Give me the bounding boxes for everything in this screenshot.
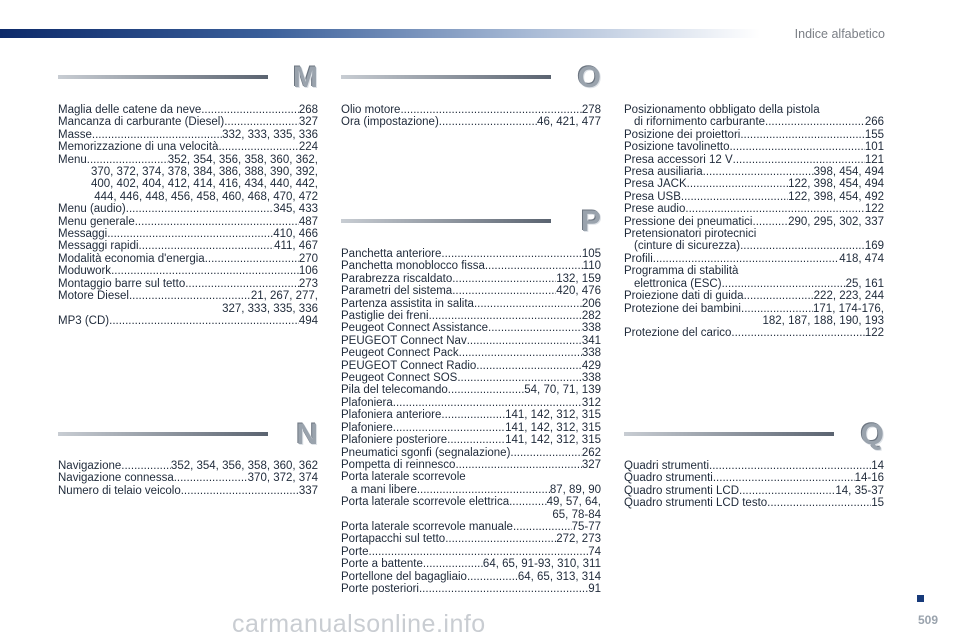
entry-pages: 487	[298, 215, 318, 228]
entry-pages: 49, 57, 64,	[546, 496, 601, 509]
entry-term: Navigazione connessa	[58, 472, 174, 485]
entry-term: Peugeot Connect Assistance	[341, 322, 489, 335]
entry-term: Parametri del sistema	[341, 285, 453, 298]
section-letter: P	[580, 205, 601, 238]
index-entry	[624, 327, 884, 339]
index-entry	[624, 191, 884, 203]
entry-pages: 122	[864, 327, 884, 340]
entry-pages: 101	[864, 141, 884, 154]
page-header-title: Indice alfabetico	[794, 27, 885, 41]
dot-leader	[467, 335, 582, 347]
index-entry	[624, 497, 884, 509]
index-entry	[341, 384, 601, 396]
dot-leader	[419, 583, 588, 595]
dot-leader	[400, 104, 581, 116]
index-entry	[624, 278, 884, 290]
dot-leader	[455, 459, 581, 471]
index-list-p	[341, 248, 601, 595]
dot-leader	[369, 546, 589, 558]
index-entry	[341, 310, 601, 322]
entry-term: PEUGEOT Connect Nav	[341, 334, 467, 347]
entry-term: Messaggi	[58, 228, 108, 241]
dot-leader	[393, 422, 505, 434]
section-divider	[624, 432, 834, 436]
dot-leader	[681, 191, 788, 203]
entry-pages: 273	[298, 277, 318, 290]
index-entry	[624, 166, 884, 178]
entry-pages: 411, 467	[274, 240, 318, 253]
dot-leader	[509, 496, 547, 508]
index-list-n	[58, 460, 318, 497]
index-entry	[624, 303, 884, 315]
entry-term: PEUGEOT Connect Radio	[341, 359, 477, 372]
index-list-m	[58, 104, 318, 327]
entry-pages: 122	[864, 203, 884, 216]
entry-term: Plafoniere posteriore	[341, 434, 448, 447]
index-entry	[341, 558, 601, 570]
section-letter: M	[293, 61, 318, 94]
dot-leader	[713, 472, 855, 484]
header-gradient-bar	[0, 29, 760, 38]
index-entry	[341, 372, 601, 384]
entry-term: Plafoniere	[341, 421, 393, 434]
index-entry	[341, 571, 601, 583]
dot-leader	[459, 347, 582, 359]
index-entry-heading: Pretensionatori pirotecnici	[624, 228, 757, 241]
dot-leader	[741, 303, 813, 315]
entry-pages-continued: 182, 187, 188, 190, 193	[762, 314, 884, 327]
index-entry	[341, 116, 601, 128]
entry-term: Ora (impostazione)	[341, 116, 439, 129]
dot-leader	[126, 203, 273, 215]
entry-pages: 21, 267, 277,	[250, 290, 318, 303]
index-entry	[341, 583, 601, 595]
index-entry	[341, 521, 601, 533]
entry-pages: 64, 65, 313, 314	[517, 570, 601, 583]
entry-term: Pompetta di reinnesco	[341, 458, 456, 471]
dot-leader	[653, 253, 839, 265]
dot-leader	[767, 497, 871, 509]
index-entry	[624, 154, 884, 166]
entry-term: Quadri strumenti	[624, 460, 710, 472]
entry-pages: 282	[581, 310, 601, 323]
index-entry-heading: Posizionamento obbligato della pistola	[624, 104, 820, 116]
index-entry	[58, 240, 318, 252]
entry-pages: 338	[581, 372, 601, 385]
entry-term: Menu (audio)	[58, 203, 126, 216]
dot-leader	[765, 116, 865, 128]
entry-pages: 14, 35-37	[835, 484, 884, 497]
entry-term: Porta laterale scorrevole manuale	[341, 520, 513, 533]
entry-pages: 122, 398, 454, 494	[788, 178, 884, 191]
entry-pages: 141, 142, 312, 315	[505, 409, 601, 422]
entry-pages: 54, 70, 71, 139	[524, 384, 601, 397]
entry-term: a mani libere	[351, 483, 417, 496]
entry-pages: 398, 454, 494	[813, 166, 884, 179]
entry-term: Plafoniera anteriore	[341, 409, 442, 422]
entry-pages: 110	[582, 260, 601, 273]
index-entry	[58, 203, 318, 215]
entry-term: MP3 (CD)	[58, 314, 110, 327]
entry-pages: 141, 142, 312, 315	[505, 434, 601, 447]
entry-pages: 14	[871, 460, 884, 472]
index-entry	[58, 265, 318, 277]
dot-leader	[174, 472, 248, 484]
entry-term: Menu	[58, 153, 87, 166]
index-entry	[341, 397, 601, 409]
entry-term: Plafoniera	[341, 396, 393, 409]
index-list-o	[341, 104, 601, 129]
entry-pages: 370, 372, 374	[247, 472, 318, 485]
index-entry	[58, 485, 318, 497]
dot-leader	[744, 290, 814, 302]
index-entry	[341, 533, 601, 545]
index-entry	[58, 228, 318, 240]
entry-term: elettronica (ESC)	[634, 277, 722, 290]
index-entry-heading: Porta laterale scorrevole	[341, 471, 466, 484]
index-entry	[341, 409, 601, 421]
section-divider	[341, 219, 551, 223]
entry-pages: 327	[298, 116, 318, 129]
dot-leader	[740, 240, 865, 252]
section-header-o	[341, 63, 601, 103]
dot-leader	[423, 558, 483, 570]
index-entry	[58, 253, 318, 265]
entry-pages: 25, 161	[845, 277, 884, 290]
entry-term: Presa ausiliaria	[624, 166, 703, 179]
index-entry	[58, 116, 318, 128]
entry-term: Posizione tavolinetto	[624, 141, 730, 154]
page-corner-marker	[917, 595, 924, 602]
index-entry	[341, 459, 601, 471]
entry-term: Porte a battente	[341, 558, 423, 571]
entry-pages: 87, 89, 90	[549, 483, 601, 496]
dot-leader	[485, 260, 583, 272]
index-entry	[58, 141, 318, 153]
entry-term: (cinture di sicurezza)	[634, 240, 741, 253]
entry-term: Proiezione dati di guida	[624, 290, 744, 303]
section-divider	[58, 75, 268, 79]
dot-leader	[185, 278, 299, 290]
entry-term: Memorizzazione di una velocità	[58, 141, 219, 154]
index-entry	[624, 240, 884, 252]
index-entry	[58, 154, 318, 166]
index-entry	[58, 290, 318, 302]
entry-term: Pneumatici sgonfi (segnalazione)	[341, 446, 511, 459]
index-entry	[341, 273, 601, 285]
index-entry	[341, 434, 601, 446]
index-entry	[341, 260, 601, 272]
dot-leader	[731, 327, 864, 339]
entry-pages: 169	[864, 240, 884, 253]
index-entry	[341, 347, 601, 359]
index-entry	[624, 116, 884, 128]
entry-pages: 494	[298, 314, 318, 327]
entry-term: Portellone del bagagliaio	[341, 570, 467, 583]
index-entry	[624, 290, 884, 302]
index-entry	[341, 285, 601, 297]
entry-pages: 105	[581, 248, 601, 260]
index-entry	[341, 322, 601, 334]
dot-leader	[709, 460, 871, 472]
entry-pages: 410, 466	[273, 228, 318, 241]
dot-leader	[417, 484, 550, 496]
dot-leader	[447, 434, 505, 446]
index-entry	[341, 447, 601, 459]
entry-pages-continued: 65, 78-84	[552, 508, 601, 521]
index-entry	[624, 178, 884, 190]
entry-term: Panchetta anteriore	[341, 248, 442, 260]
entry-pages: 429	[581, 359, 601, 372]
dot-leader	[740, 129, 864, 141]
dot-leader	[703, 166, 814, 178]
page-number: 509	[918, 613, 939, 627]
dot-leader	[107, 228, 273, 240]
entry-pages: 420, 476	[556, 285, 601, 298]
entry-term: Quadro strumenti LCD	[624, 484, 740, 497]
entry-pages: 290, 295, 302, 337	[788, 215, 884, 228]
dot-leader	[218, 141, 298, 153]
entry-term: Partenza assistita in salita	[341, 297, 474, 310]
entry-term: di rifornimento carburante	[634, 116, 766, 129]
dot-leader	[753, 216, 789, 228]
entry-pages-continued: 444, 446, 448, 456, 458, 460, 468, 470, 472	[94, 190, 318, 203]
entry-term: Pila del telecomando	[341, 384, 448, 397]
section-header-q	[624, 420, 884, 460]
entry-pages-continued: 370, 372, 374, 378, 384, 386, 388, 390, 392,	[90, 166, 318, 179]
entry-pages: 106	[298, 265, 318, 278]
entry-pages: 352, 354, 356, 358, 360, 362,	[167, 153, 318, 166]
entry-term: Protezione dei bambini	[624, 302, 741, 315]
entry-pages: 338	[581, 347, 601, 360]
entry-pages: 278	[581, 104, 601, 116]
dot-leader	[439, 116, 537, 128]
index-list-p-continued	[624, 104, 884, 340]
dot-leader	[224, 116, 299, 128]
dot-leader	[111, 265, 299, 277]
index-entry	[341, 484, 601, 496]
entry-term: Peugeot Connect SOS	[341, 372, 458, 385]
entry-pages: 155	[864, 128, 884, 141]
index-entry	[624, 129, 884, 141]
index-entry	[624, 472, 884, 484]
entry-pages-continued: 327, 333, 335, 336	[222, 302, 318, 315]
entry-pages: 341	[581, 334, 601, 347]
dot-leader	[729, 141, 864, 153]
entry-term: Posizione dei proiettori	[624, 128, 741, 141]
dot-leader	[393, 397, 582, 409]
entry-term: Parabrezza riscaldato	[341, 272, 453, 285]
dot-leader	[201, 104, 299, 116]
entry-pages: 332, 333, 335, 336	[222, 128, 318, 141]
section-header-p	[341, 207, 601, 247]
entry-term: Presa JACK	[624, 178, 687, 191]
index-entry	[341, 298, 601, 310]
dot-leader	[87, 154, 168, 166]
entry-term: Quadro strumenti	[624, 472, 713, 485]
entry-term: Mancanza di carburante (Diesel)	[58, 116, 225, 129]
index-entry	[341, 248, 601, 260]
index-entry-heading: Programma di stabilità	[624, 265, 739, 278]
index-entry	[341, 496, 601, 508]
entry-term: Navigazione	[58, 460, 122, 472]
entry-term: Portapacchi sul tetto	[341, 533, 446, 546]
dot-leader	[441, 409, 505, 421]
entry-pages: 270	[298, 252, 318, 265]
dot-leader	[135, 216, 299, 228]
section-letter: N	[296, 418, 318, 451]
entry-pages: 266	[864, 116, 884, 129]
index-list-q	[624, 460, 884, 510]
dot-leader	[733, 154, 865, 166]
index-entry	[58, 472, 318, 484]
entry-pages: 268	[298, 104, 318, 116]
entry-term: Menu generale	[58, 215, 135, 228]
entry-term: Pressione dei pneumatici	[624, 215, 753, 228]
entry-term: Protezione del carico	[624, 327, 732, 340]
entry-pages: 345, 433	[273, 203, 318, 216]
index-entry	[58, 104, 318, 116]
entry-term: Motore Diesel	[58, 290, 129, 303]
entry-pages: 224	[298, 141, 318, 154]
dot-leader	[181, 485, 299, 497]
entry-pages: 121	[864, 153, 884, 166]
dot-leader	[109, 315, 299, 327]
entry-term: Moduwork	[58, 265, 112, 278]
index-entry	[624, 253, 884, 265]
entry-pages: 272, 273	[556, 533, 601, 546]
entry-pages: 352, 354, 356, 358, 360, 362	[170, 460, 318, 472]
entry-term: Peugeot Connect Pack	[341, 347, 459, 360]
entry-term: Panchetta monoblocco fissa	[341, 260, 485, 273]
entry-pages: 418, 474	[839, 252, 884, 265]
entry-pages: 46, 421, 477	[537, 116, 601, 129]
section-letter: Q	[860, 418, 884, 451]
entry-pages: 206	[581, 297, 601, 310]
dot-leader	[429, 310, 582, 322]
dot-leader	[510, 447, 581, 459]
index-entry	[341, 546, 601, 558]
entry-pages: 14-16	[854, 472, 884, 485]
entry-pages: 141, 142, 312, 315	[505, 421, 601, 434]
dot-leader	[476, 360, 582, 372]
dot-leader	[452, 285, 556, 297]
dot-leader	[467, 571, 518, 583]
entry-term: Porte	[341, 545, 369, 558]
entry-term: Porta laterale scorrevole elettrica	[341, 496, 510, 509]
entry-term: Presa USB	[624, 190, 681, 203]
entry-pages: 312	[581, 396, 601, 409]
index-entry	[341, 422, 601, 434]
dot-leader	[722, 278, 846, 290]
dot-leader	[488, 322, 582, 334]
dot-leader	[448, 384, 525, 396]
dot-leader	[205, 253, 299, 265]
entry-pages: 75-77	[571, 520, 601, 533]
entry-pages: 262	[581, 446, 601, 459]
index-entry	[624, 485, 884, 497]
entry-term: Masse	[58, 128, 92, 141]
dot-leader	[441, 248, 581, 260]
dot-leader	[739, 485, 835, 497]
dot-leader	[685, 203, 864, 215]
entry-pages: 74	[588, 545, 601, 558]
section-letter: O	[577, 61, 601, 94]
index-entry	[341, 104, 601, 116]
watermark: carmanualsonline.info	[232, 610, 486, 638]
entry-term: Pastiglie dei freni	[341, 310, 429, 323]
dot-leader	[474, 298, 582, 310]
dot-leader	[121, 460, 171, 472]
entry-pages: 327	[581, 458, 601, 471]
index-entry	[58, 129, 318, 141]
entry-pages-continued: 400, 402, 404, 412, 414, 416, 434, 440, 442,	[90, 178, 318, 191]
entry-term: Montaggio barre sul tetto	[58, 277, 186, 290]
index-entry	[624, 216, 884, 228]
entry-pages: 337	[298, 484, 318, 497]
dot-leader	[452, 273, 556, 285]
entry-pages: 15	[871, 497, 884, 510]
entry-pages: 222, 223, 244	[813, 290, 884, 303]
index-entry	[624, 141, 884, 153]
entry-term: Modalità economia d'energia	[58, 252, 205, 265]
entry-term: Messaggi rapidi	[58, 240, 139, 253]
section-divider	[58, 432, 268, 436]
entry-pages: 122, 398, 454, 492	[788, 190, 884, 203]
entry-pages: 64, 65, 91-93, 310, 311	[482, 558, 601, 571]
dot-leader	[139, 240, 275, 252]
entry-pages: 91	[588, 582, 601, 595]
entry-term: Presa accessori 12 V	[624, 153, 733, 166]
entry-pages: 338	[581, 322, 601, 335]
dot-leader	[445, 533, 556, 545]
section-header-m	[58, 63, 318, 103]
index-entry	[58, 216, 318, 228]
index-entry	[624, 460, 884, 472]
entry-pages: 171, 174-176,	[813, 302, 884, 315]
index-entry	[58, 460, 318, 472]
entry-term: Maglia delle catene da neve	[58, 104, 202, 116]
dot-leader	[92, 129, 222, 141]
entry-pages: 132, 159	[556, 272, 601, 285]
section-header-n	[58, 420, 318, 460]
entry-term: Profili	[624, 252, 653, 265]
dot-leader	[513, 521, 572, 533]
index-entry	[58, 315, 318, 327]
section-divider	[341, 75, 551, 79]
index-entry	[58, 278, 318, 290]
entry-term: Quadro strumenti LCD testo	[624, 497, 768, 510]
dot-leader	[457, 372, 581, 384]
dot-leader	[129, 290, 251, 302]
index-entry	[341, 360, 601, 372]
entry-term: Porte posteriori	[341, 582, 419, 595]
entry-term: Olio motore	[341, 104, 401, 116]
index-entry	[624, 203, 884, 215]
index-entry	[341, 335, 601, 347]
dot-leader	[687, 178, 788, 190]
entry-term: Numero di telaio veicolo	[58, 484, 181, 497]
entry-term: Prese audio	[624, 203, 686, 216]
